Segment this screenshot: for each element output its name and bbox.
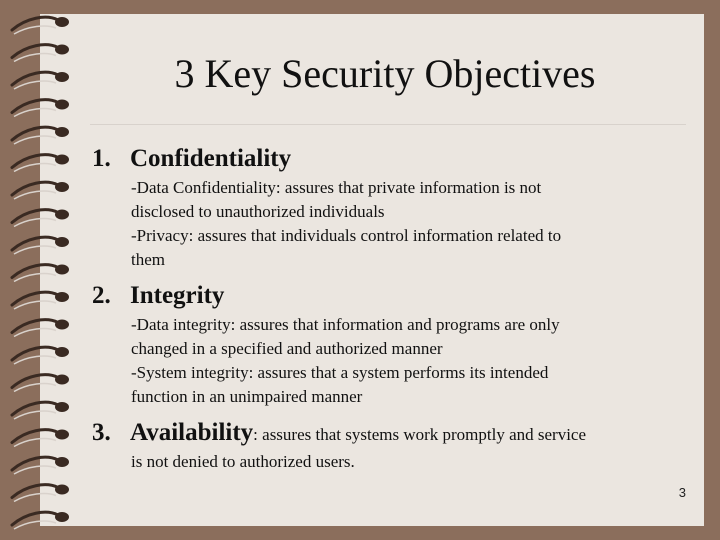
binding-ring-highlight: [14, 466, 56, 474]
binding-ring-highlight: [14, 521, 56, 529]
binding-hole: [55, 100, 69, 110]
binding-hole: [55, 72, 69, 82]
binding-hole: [55, 512, 69, 522]
binding-hole: [55, 430, 69, 440]
item-number: 3.: [92, 419, 111, 446]
binding-ring-highlight: [14, 26, 56, 34]
binding-hole: [55, 45, 69, 55]
item-description: [131, 176, 682, 272]
binding-ring: [12, 72, 58, 85]
binding-ring: [12, 265, 58, 278]
binding-ring: [12, 402, 58, 415]
binding-hole: [55, 457, 69, 467]
binding-ring-highlight: [14, 191, 56, 199]
binding-hole: [55, 127, 69, 137]
binding-ring: [12, 320, 58, 333]
binding-ring-highlight: [14, 109, 56, 117]
item-line: -Data integrity: assures that information and programs are only: [131, 315, 560, 334]
binding-ring: [12, 237, 58, 250]
list-item-availability: [92, 418, 682, 474]
binding-ring-highlight: [14, 274, 56, 282]
binding-ring: [12, 347, 58, 360]
binding-ring: [12, 45, 58, 58]
list-item-integrity: [92, 281, 682, 409]
item-line: -Data Confidentiality: assures that private information is not: [131, 178, 542, 197]
item-heading: [92, 418, 682, 450]
binding-ring: [12, 292, 58, 305]
binding-ring-highlight: [14, 439, 56, 447]
title-divider: [90, 124, 686, 125]
binding-ring-highlight: [14, 384, 56, 392]
binding-ring: [12, 210, 58, 223]
binding-ring: [12, 375, 58, 388]
binding-hole: [55, 17, 69, 27]
binding-hole: [55, 265, 69, 275]
item-line: -Privacy: assures that individuals control information related to: [131, 226, 562, 245]
binding-ring-highlight: [14, 356, 56, 364]
binding-ring: [12, 100, 58, 113]
binding-hole: [55, 320, 69, 330]
binding-hole: [55, 155, 69, 165]
binding-ring: [12, 512, 58, 525]
binding-ring-highlight: [14, 219, 56, 227]
binding-ring: [12, 485, 58, 498]
item-line: is not denied to authorized users.: [131, 452, 355, 471]
slide-title: 3 Key Security Objectives: [174, 51, 596, 96]
item-heading-label: Integrity: [130, 282, 225, 309]
binding-ring: [12, 155, 58, 168]
binding-ring-highlight: [14, 301, 56, 309]
binding-ring-highlight: [14, 494, 56, 502]
binding-ring-highlight: [14, 164, 56, 172]
page-number: 3: [678, 485, 686, 500]
binding-hole: [55, 210, 69, 220]
binding-ring: [12, 182, 58, 195]
item-description: [131, 313, 682, 409]
binding-hole: [55, 347, 69, 357]
item-heading-label: Confidentiality: [130, 145, 292, 172]
binding-hole: [55, 375, 69, 385]
binding-hole: [55, 292, 69, 302]
binding-hole: [55, 237, 69, 247]
binding-ring: [12, 127, 58, 140]
binding-ring-highlight: [14, 136, 56, 144]
item-inline-text: : assures that systems work promptly and service: [253, 425, 587, 444]
binding-ring-highlight: [14, 411, 56, 419]
binding-ring-highlight: [14, 81, 56, 89]
item-heading-label: Availability: [130, 419, 254, 446]
binding-ring: [12, 457, 58, 470]
spiral-binding-icon: [6, 6, 76, 534]
binding-ring-highlight: [14, 329, 56, 337]
item-number: 2.: [92, 282, 111, 309]
item-heading: [92, 144, 682, 174]
item-number: 1.: [92, 145, 111, 172]
item-line: them: [131, 250, 165, 269]
binding-hole: [55, 485, 69, 495]
binding-hole: [55, 402, 69, 412]
item-line: -System integrity: assures that a system performs its intended: [131, 363, 549, 382]
binding-hole: [55, 182, 69, 192]
list-item-confidentiality: [92, 144, 682, 272]
binding-ring-highlight: [14, 54, 56, 62]
item-line: function in an unimpaired manner: [131, 387, 363, 406]
item-heading: [92, 281, 682, 311]
binding-ring: [12, 430, 58, 443]
item-line: disclosed to unauthorized individuals: [131, 202, 385, 221]
binding-ring-highlight: [14, 246, 56, 254]
binding-ring: [12, 17, 58, 30]
item-line: changed in a specified and authorized manner: [131, 339, 443, 358]
